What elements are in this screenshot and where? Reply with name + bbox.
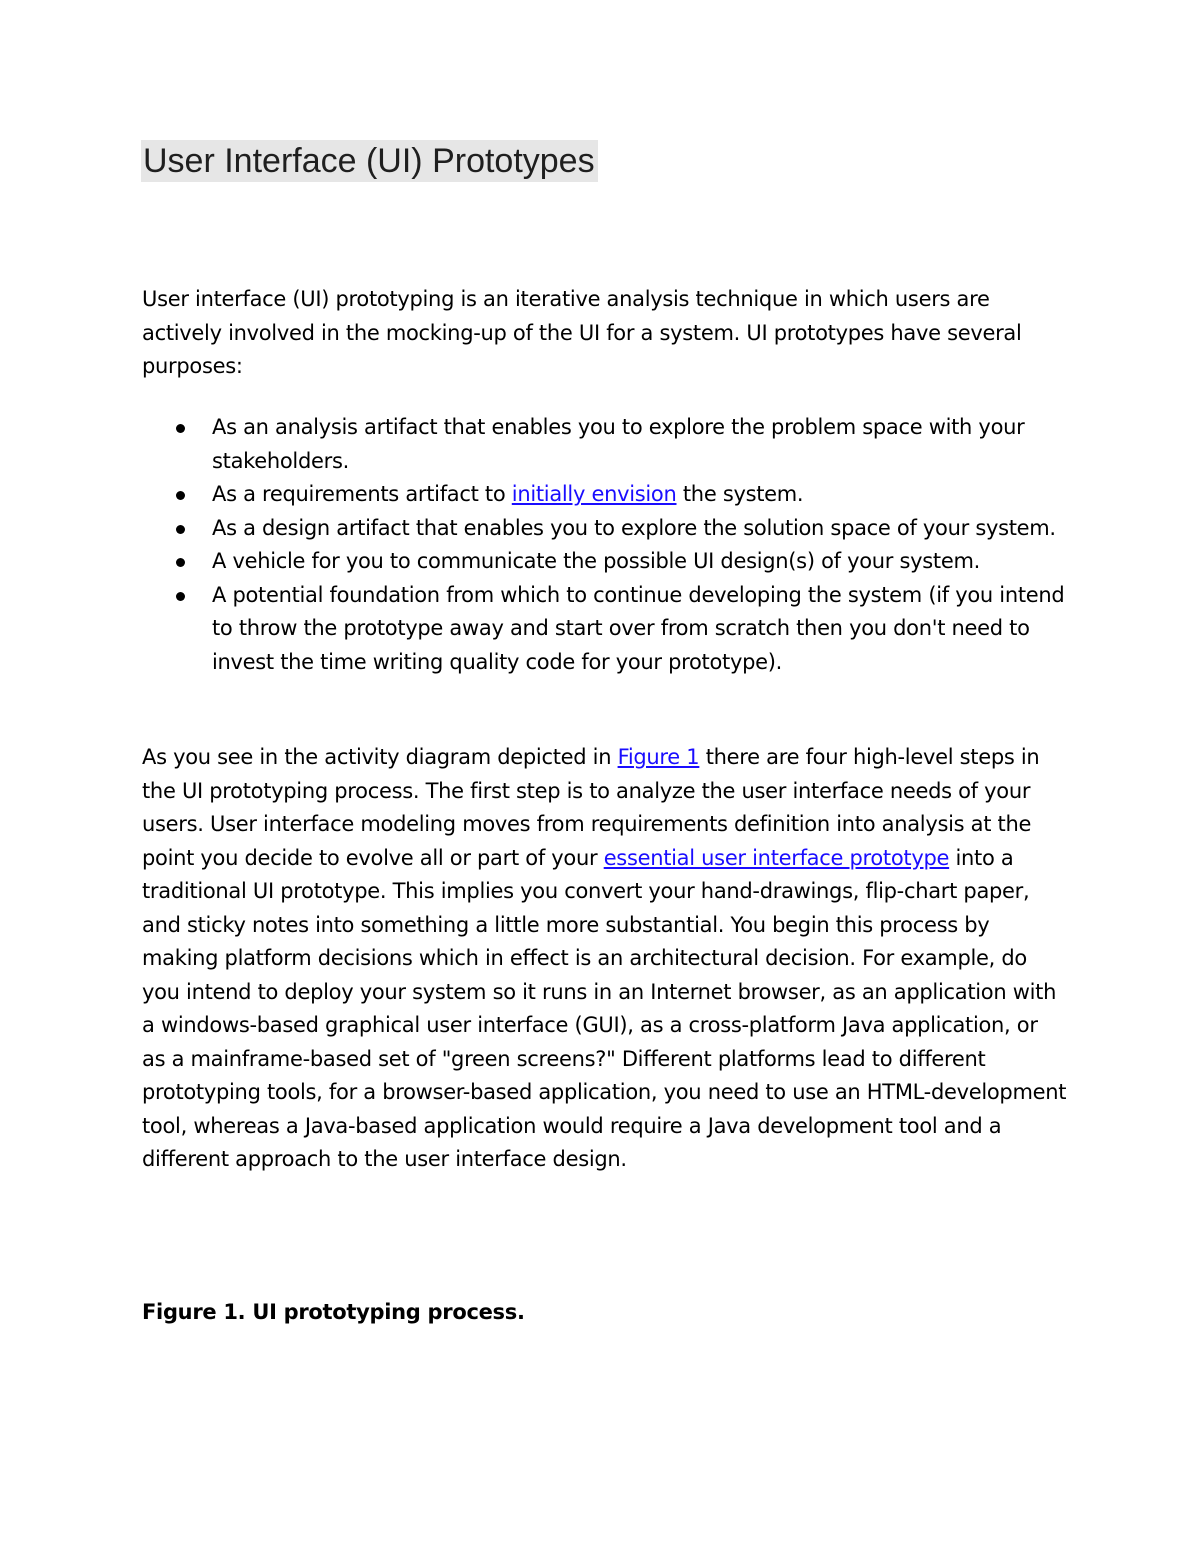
list-item-text: As a design artifact that enables you to explore the solution space of your system. xyxy=(212,515,1056,540)
list-item xyxy=(142,579,1067,680)
list-item-text: A potential foundation from which to continue developing the system (if you intend to throw the prototype away and start over from scratch then you don't need to invest the time writing quality code for your prototype). xyxy=(212,582,1065,674)
intro-paragraph: User interface (UI) prototyping is an iterative analysis technique in which users are actively involved in the mocking-up of the UI for a system. UI prototypes have several purposes: xyxy=(142,287,1022,378)
list-item-text-after: the system. xyxy=(676,482,804,506)
document-title: User Interface (UI) Prototypes xyxy=(141,140,598,182)
list-item xyxy=(142,411,1067,478)
paragraph-text: As you see in the activity diagram depicted in xyxy=(142,745,618,769)
paragraph-text: into a traditional UI prototype. This implies you convert your hand-drawings, flip-chart paper, and sticky notes into something a little more substantial. You begin this process by making platform decisions which in effect is an architectural decision. For example, do you intend to deploy your system so it runs in an Internet browser, as an application with a windows-based graphical user interface (GUI), as a cross-platform Java application, or as a mainframe-based set of "green screens?" Different platforms lead to different prototyping tools, for a browser-based application, you need to use an HTML-development tool, whereas a Java-based application would require a Java development tool and a different approach to the user interface design. xyxy=(142,845,1067,1171)
figure-caption: Figure 1. UI prototyping process. xyxy=(142,1300,525,1324)
initially-envision-link[interactable]: initially envision xyxy=(511,482,677,506)
list-item-text: A vehicle for you to communicate the possible UI design(s) of your system. xyxy=(212,549,980,573)
list-item-text-before: As a requirements artifact to xyxy=(212,482,512,506)
list-item-text: As an analysis artifact that enables you to explore the problem space with your stakeholders. xyxy=(212,415,1025,473)
list-item xyxy=(142,512,1067,546)
essential-ui-prototype-link[interactable]: essential user interface prototype xyxy=(603,845,950,870)
list-item xyxy=(142,478,1067,512)
paragraph-text: there are four high-level steps in the UI prototyping process. The first step is to analyze the user interface needs of your users. User interface modeling moves from requirements definition into analysis at the point you decide to evolve all or part of your xyxy=(142,745,1040,870)
figure-1-link[interactable]: Figure 1 xyxy=(617,745,700,769)
list-item xyxy=(142,545,1067,579)
activity-diagram-paragraph xyxy=(142,741,1067,1177)
purposes-list xyxy=(142,411,1067,679)
